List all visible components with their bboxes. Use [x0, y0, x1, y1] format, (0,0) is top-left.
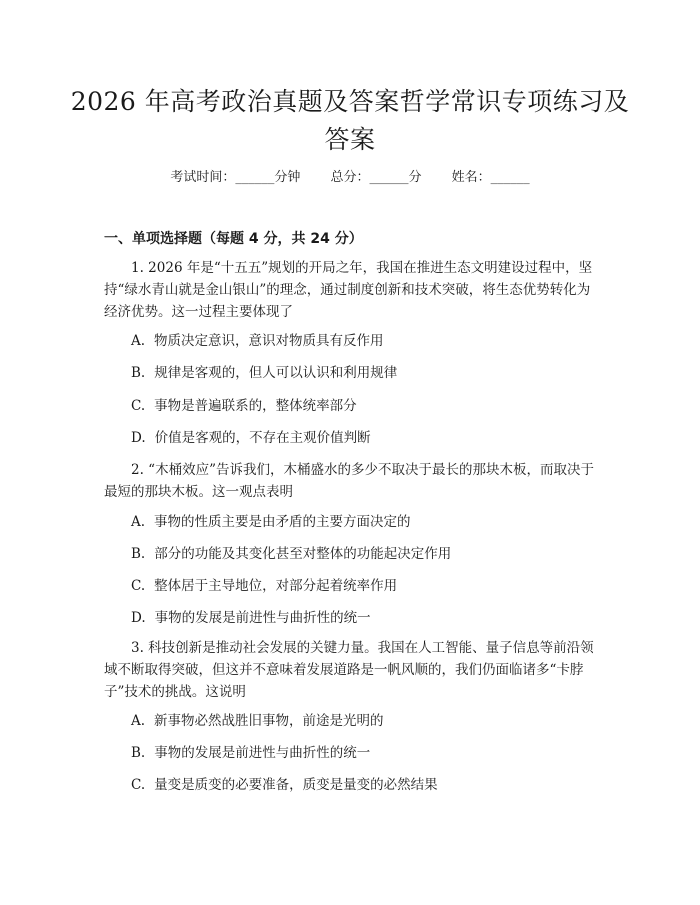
option-text: 事物的性质主要是由矛盾的主要方面决定的 [154, 514, 411, 530]
page-title: 2026 年高考政治真题及答案哲学常识专项练习及答案 [70, 87, 630, 154]
option-text: 整体居于主导地位，对部分起着统率作用 [154, 578, 398, 594]
question-2-option-a [131, 512, 596, 532]
option-text: 事物的发展是前进性与曲折性的统一 [154, 610, 371, 626]
option-letter: C. [131, 578, 146, 594]
question-3-option-a [131, 711, 596, 731]
option-letter: C. [131, 398, 146, 414]
option-letter: B. [131, 365, 146, 381]
exam-time-label: 考试时间：______分钟 [170, 170, 301, 185]
question-1-option-d [131, 428, 596, 448]
option-letter: D. [131, 610, 146, 626]
option-text: 规律是客观的，但人可以认识和利用规律 [154, 365, 398, 381]
option-text: 量变是质变的必要准备，质变是量变的必然结果 [154, 777, 438, 793]
option-letter: C. [131, 777, 146, 793]
question-3-option-c [131, 775, 596, 795]
question-1-option-b [131, 363, 596, 383]
option-text: 物质决定意识，意识对物质具有反作用 [154, 333, 384, 349]
question-2-stem: 2. “木桶效应”告诉我们，木桶盛水的多少不取决于最长的那块木板，而取决于最短的那块木板。这一观点表明 [104, 462, 594, 500]
option-text: 新事物必然战胜旧事物，前途是光明的 [154, 713, 384, 729]
question-3-stem: 3. 科技创新是推动社会发展的关键力量。我国在人工智能、量子信息等前沿领域不断取得突破，但这并不意味着发展道路是一帆风顺的，我们仍面临诸多“卡脖子”技术的挑战。这说明 [104, 640, 594, 700]
option-letter: A. [131, 514, 146, 530]
option-text: 部分的功能及其变化甚至对整体的功能起决定作用 [154, 546, 452, 562]
option-text: 价值是客观的，不存在主观价值判断 [154, 430, 371, 446]
question-2-option-c [131, 576, 596, 596]
total-score-label: 总分：______分 [330, 170, 422, 185]
option-letter: B. [131, 546, 146, 562]
question-1-option-c [131, 396, 596, 416]
question-2-option-b [131, 544, 596, 564]
exam-info-line [0, 168, 700, 188]
question-1-option-a [131, 331, 596, 351]
option-letter: A. [131, 713, 146, 729]
question-1-stem: 1. 2026 年是“十五五”规划的开局之年，我国在推进生态文明建设过程中，坚持“绿水青山就是金山银山”的理念，通过制度创新和技术突破，将生态优势转化为经济优势。这一过程主要体现了 [104, 260, 593, 320]
question-3-option-b [131, 743, 596, 763]
section-heading: 一、单项选择题（每题 4 分，共 24 分） [104, 231, 363, 247]
option-letter: B. [131, 745, 146, 761]
option-letter: A. [131, 333, 146, 349]
student-name-label: 姓名：______ [451, 170, 530, 185]
option-text: 事物是普遍联系的，整体统率部分 [154, 398, 357, 414]
option-letter: D. [131, 430, 146, 446]
option-text: 事物的发展是前进性与曲折性的统一 [154, 745, 371, 761]
question-2-option-d [131, 608, 596, 628]
